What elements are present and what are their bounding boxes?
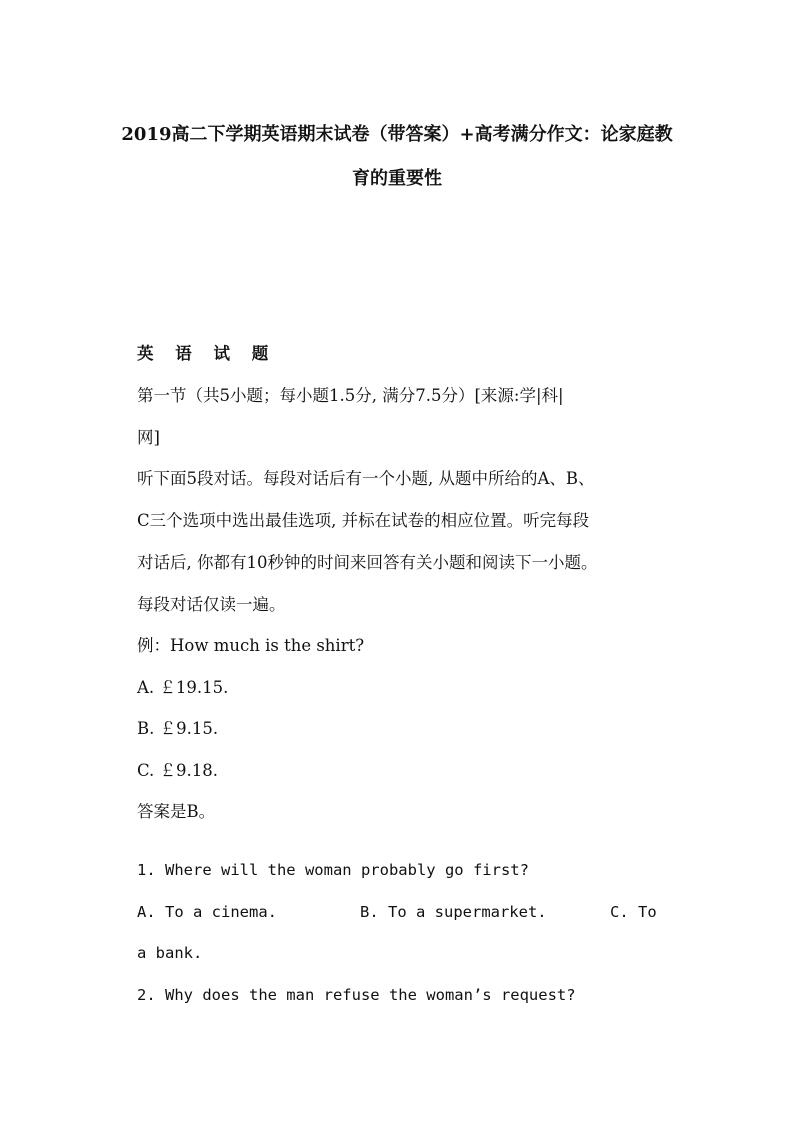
part-header-line-2: 网]	[137, 428, 160, 447]
part-header-line-1: 第一节（共5小题；每小题1.5分, 满分7.5分）[来源:学|科|	[137, 386, 564, 405]
question-1-option-c: C. To	[610, 903, 657, 921]
question-1-option-b: B. To a supermarket.	[360, 903, 547, 921]
document-title-line-2: 育的重要性	[352, 168, 442, 189]
document-title-line-1: 2019高二下学期英语期末试卷（带答案）+高考满分作文：论家庭教	[121, 124, 673, 145]
example-option-a: A. ￡19.15.	[137, 678, 229, 697]
instruction-line-2: C三个选项中选出最佳选项, 并标在试卷的相应位置。听完每段	[137, 511, 590, 530]
question-1-option-a: A. To a cinema.	[137, 903, 277, 921]
instruction-line-3: 对话后, 你都有10秒钟的时间来回答有关小题和阅读下一小题。	[137, 553, 598, 572]
question-1-stem: 1. Where will the woman probably go first?	[137, 861, 529, 879]
example-question: 例：How much is the shirt?	[137, 636, 365, 655]
example-option-b: B. ￡9.15.	[137, 719, 219, 738]
question-2-stem: 2. Why does the man refuse the woman’s request?	[137, 986, 576, 1004]
example-answer: 答案是B。	[137, 802, 216, 821]
example-option-c: C. ￡9.18.	[137, 761, 219, 780]
instruction-line-4: 每段对话仅读一遍。	[137, 595, 286, 614]
instruction-line-1: 听下面5段对话。每段对话后有一个小题, 从题中所给的A、B、	[137, 469, 595, 488]
question-1-option-c-continued: a bank.	[137, 944, 203, 962]
section-heading: 英 语 试 题	[137, 344, 277, 363]
